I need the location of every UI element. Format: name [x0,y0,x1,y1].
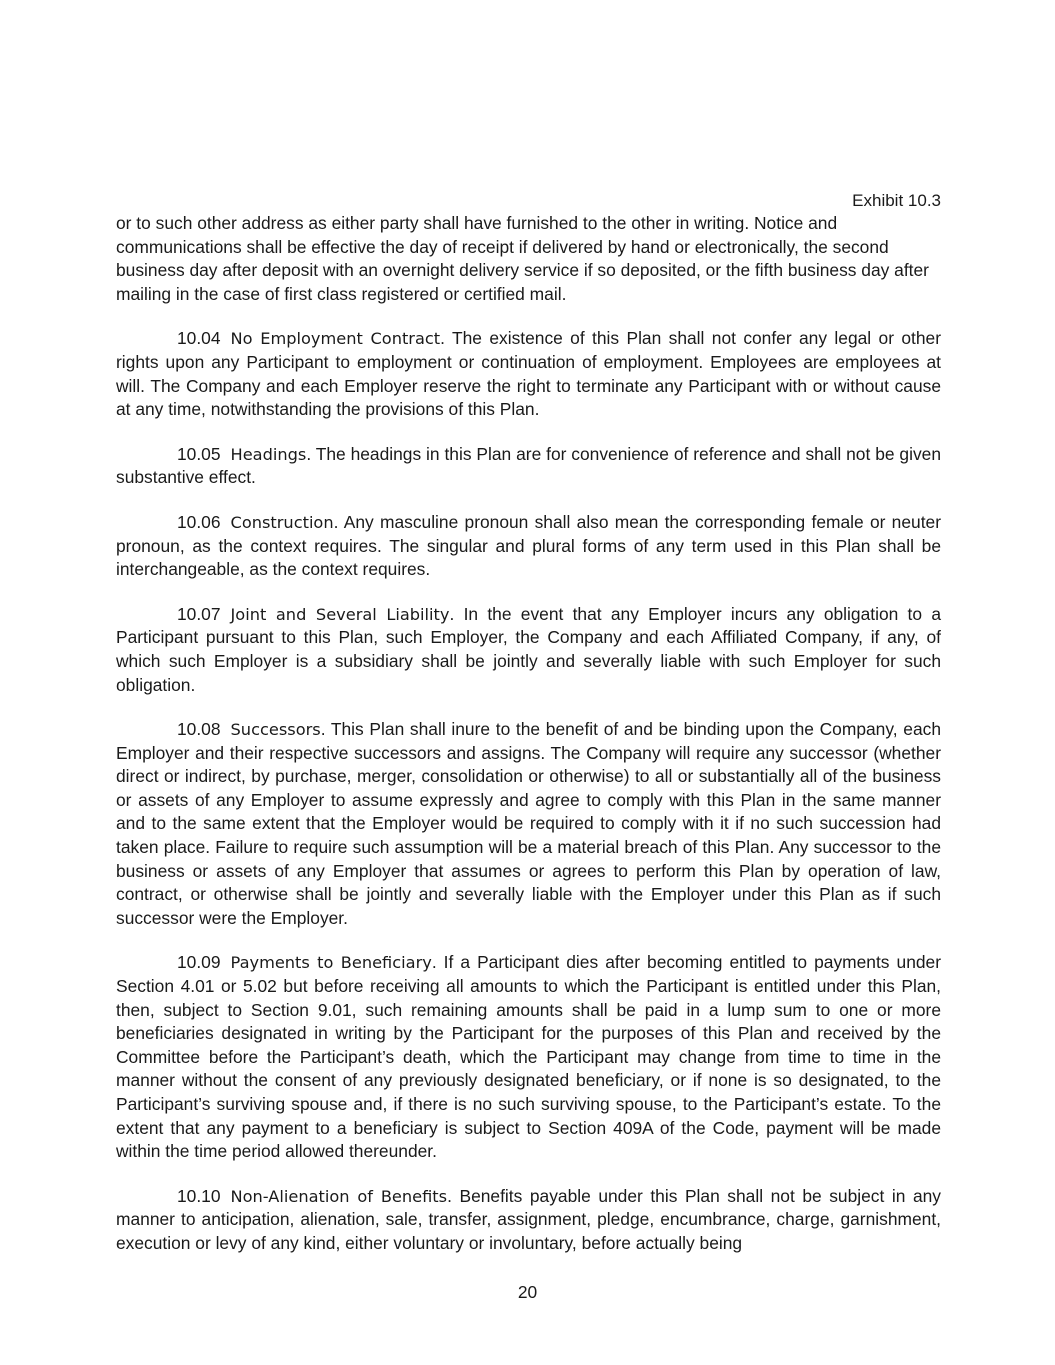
section-number: 10.09 [177,952,221,973]
section-10-08 [116,718,941,930]
section-10-04 [116,327,941,421]
section-body: . In the event that any Employer incurs any obligation to a Participant pursuant to this Plan, such Employer, the Company and each Affiliated Company, if any, of which such Employer is a subsidiary shall be jointly and severally liable with such Employer for such obligation. [116,603,941,695]
section-number: 10.10 [177,1185,221,1206]
section-heading: Payments to Beneficiary [230,953,432,973]
section-body: . This Plan shall inure to the benefit of and be binding upon the Company, each Employer and their respective successors and assigns. The Company will require any successor (whether direct or indirect, by purchase, merger, consolidation or otherwise) to all or substantially all of the business or assets of any Employer to assume expressly and agree to comply with this Plan in the same manner and to the same extent that the Employer would be required to comply with it if no such succession had taken place. Failure to require such assumption will be a material breach of this Plan. Any successor to the business or assets of any Employer that assumes or agrees to perform this Plan by operation of law, contract, or otherwise shall be jointly and severally liable with the Employer under this Plan as if such successor were the Employer. [116,719,941,928]
section-body: . The headings in this Plan are for convenience of reference and shall not be given substantive effect. [116,443,941,488]
section-heading: Headings [230,444,307,464]
section-body: . The existence of this Plan shall not confer any legal or other rights upon any Participant to employment or continuation of employment. Employees are employees at will. The Company and each Employer reserve the right to terminate any Participant with or without cause at any time, notwithstanding the provisions of this Plan. [116,328,941,420]
section-body: . If a Participant dies after becoming entitled to payments under Section 4.01 or 5.02 but before receiving all amounts to which the Participant is entitled under this Plan, then, subject to Section 9.01, such remaining amounts shall be paid in a lump sum to one or more beneficiaries designated in writing by the Participant for the purposes of this Plan and received by the Committee before the Participant’s death, which the Participant may change from time to time in the manner without the consent of any previously designated beneficiary, or if none is so designated, to the Participant’s surviving spouse and, if there is no such surviving spouse, to the Participant’s estate. To the extent that any payment to a beneficiary is subject to Section 409A of the Code, payment will be made within the time period allowed thereunder. [116,952,942,1162]
section-number: 10.06 [177,511,221,532]
section-number: 10.04 [177,328,221,349]
page-number: 20 [517,1282,538,1302]
section-10-09 [116,951,941,1163]
section-heading: Successors [230,720,321,740]
section-heading: Construction [230,512,334,532]
section-number: 10.05 [177,443,221,464]
section-10-10 [116,1185,941,1256]
section-body: . Benefits payable under this Plan shall not be subject in any manner to anticipation, alienation, sale, transfer, assignment, pledge, encumbrance, charge, garnishment, execution or levy of any kind, either voluntary or involuntary, before actually being [116,1185,942,1253]
section-heading: Joint and Several Liability [230,604,450,624]
section-10-07 [116,603,941,697]
section-heading: No Employment Contract [230,329,441,349]
section-10-05 [116,443,941,490]
section-number: 10.08 [177,719,221,740]
document-body [116,212,941,1277]
intro-paragraph: or to such other address as either party shall have furnished to the other in writing. Notice and communications shall be effective the day of receipt if delivered by hand or electronically, the second business day after deposit with an overnight delivery service if so deposited, or the fifth business day after mailing in the case of first class registered or certified mail. [116,213,929,304]
section-heading: Non-Alienation of Benefits [230,1186,448,1206]
section-body: . Any masculine pronoun shall also mean the corresponding female or neuter pronoun, as the context requires. The singular and plural forms of any term used in this Plan shall be interchangeable, as the context requires. [116,511,941,580]
section-number: 10.07 [177,603,221,624]
exhibit-label: Exhibit 10.3 [852,191,941,210]
section-10-06 [116,511,941,582]
